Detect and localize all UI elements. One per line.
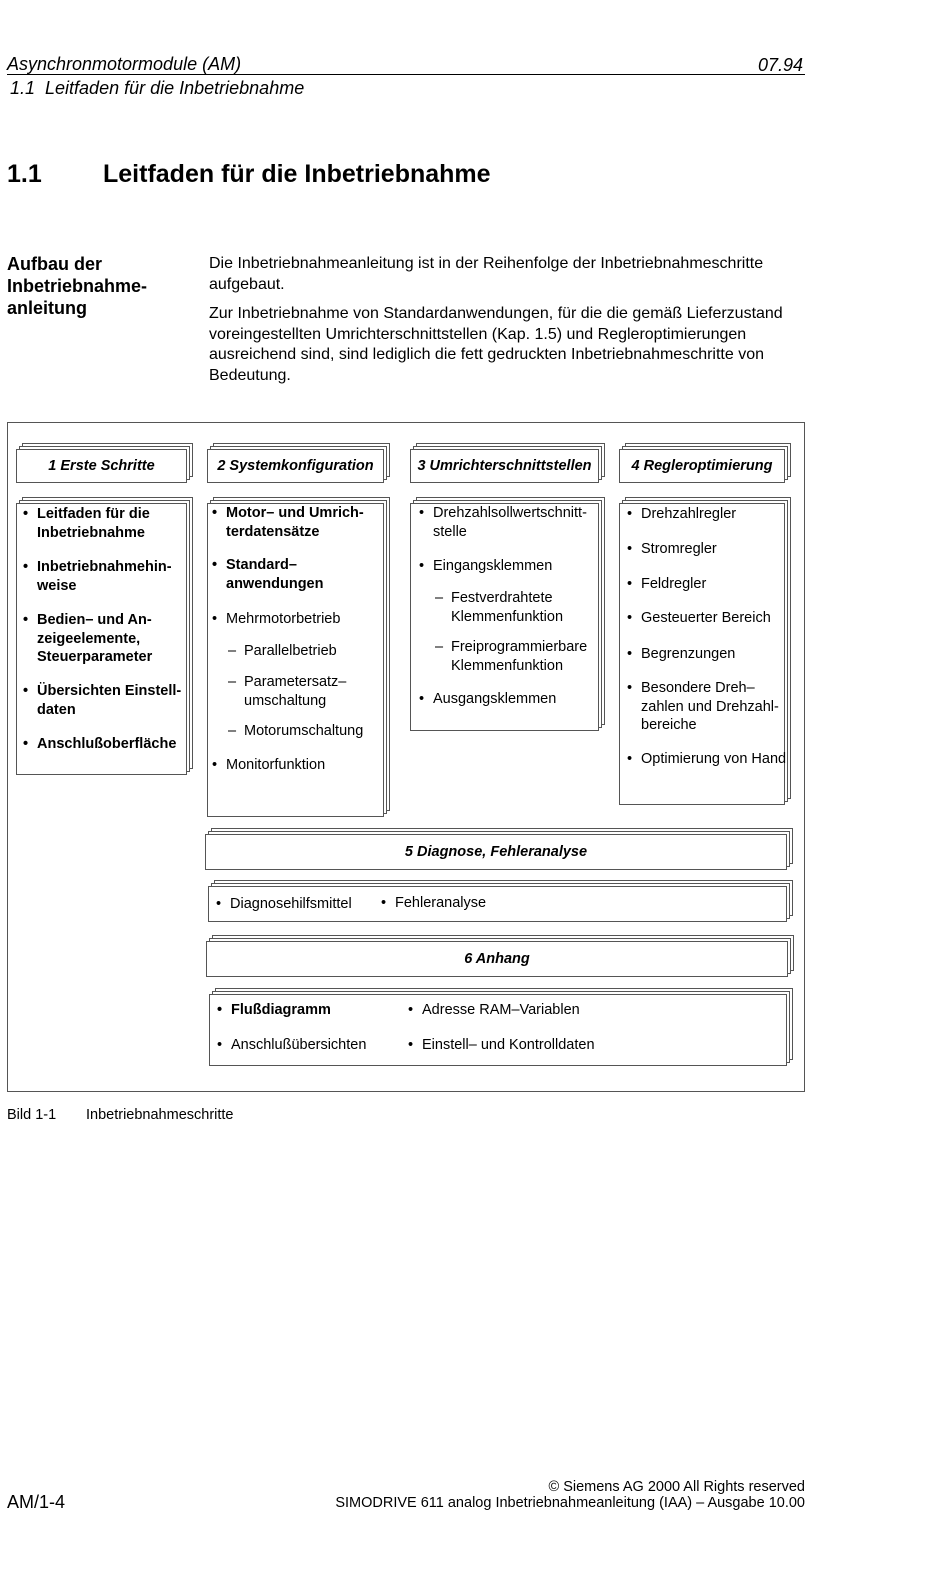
footer-document: SIMODRIVE 611 analog Inbetriebnahmeanleitung (IAA) – Ausgabe 10.00 — [335, 1495, 805, 1511]
sec5-title: 5 Diagnose, Fehleranalyse — [205, 834, 787, 870]
header-module: Asynchronmotormodule (AM) — [7, 54, 242, 74]
col4-item: • Optimierung von Hand — [627, 750, 786, 769]
col1-title: 1 Erste Schritte — [16, 449, 187, 483]
side-heading-line: Aufbau der — [7, 254, 103, 274]
col2-subitem: – Parallelbetrieb — [228, 642, 337, 661]
col2-item: • Monitorfunktion — [212, 756, 325, 775]
col2-title: 2 Systemkonfiguration — [207, 449, 384, 483]
figure-label: Bild 1-1 — [7, 1107, 57, 1123]
col3-item: • Ausgangsklemmen — [419, 690, 556, 709]
col2-subitem: – Parametersatz– umschaltung — [228, 673, 346, 710]
sec6-item: • Flußdiagramm — [217, 1001, 331, 1020]
col2-box — [207, 503, 384, 817]
figure-caption: Inbetriebnahmeschritte — [86, 1107, 234, 1123]
col4-item: • Feldregler — [627, 575, 706, 594]
sec6-title: 6 Anhang — [206, 941, 788, 977]
sec6-item: • Einstell– und Kontrolldaten — [408, 1036, 595, 1055]
sec5-item: • Diagnosehilfsmittel — [216, 895, 352, 914]
col4-item: • Drehzahlregler — [627, 505, 736, 524]
col4-item: • Stromregler — [627, 540, 717, 559]
section-number: 1.1 — [7, 160, 42, 188]
col3-title: 3 Umrichterschnittstellen — [410, 449, 599, 483]
header-rule — [7, 74, 805, 75]
side-heading-line: anleitung — [7, 298, 87, 318]
sec6-box — [209, 994, 787, 1066]
col3-subitem: – Festverdrahtete Klemmenfunktion — [435, 589, 563, 626]
intro-text — [209, 254, 804, 395]
col4-item: • Gesteuerter Bereich — [627, 609, 771, 628]
sec5-box — [208, 886, 787, 922]
side-heading — [7, 253, 147, 319]
footer-copyright: © Siemens AG 2000 All Rights reserved — [548, 1479, 805, 1495]
col1-item: • Übersichten Einstell- daten — [23, 682, 181, 719]
col4-box — [619, 503, 785, 805]
sec6-item: • Adresse RAM–Variablen — [408, 1001, 580, 1020]
section-title: Leitfaden für die Inbetriebnahme — [103, 160, 491, 188]
col4-title: 4 Regleroptimierung — [619, 449, 785, 483]
intro-paragraph-1: Die Inbetriebnahmeanleitung ist in der Reihenfolge der Inbetriebnahmeschritte aufgebaut. — [209, 255, 764, 293]
col2-item: • Motor– und Umrich- terdatensätze — [212, 504, 364, 541]
col3-subitem: – Freiprogrammierbare Klemmenfunktion — [435, 638, 587, 675]
intro-paragraph-2: Zur Inbetriebnahme von Standardanwendungen, für die die gemäß Lieferzustand voreingestellten Umrichterschnittstellen (Kap. 1.5) und Regleroptimierungen ausreichend sind, sind lediglich die fett gedruckten Inbetriebnahmeschritte von Bedeutung. — [209, 305, 783, 384]
col1-item: • Inbetriebnahmehin- weise — [23, 558, 172, 595]
col4-item: • Besondere Dreh– zahlen und Drehzahl- bereiche — [627, 679, 779, 735]
footer-page-number: AM/1-4 — [7, 1492, 66, 1512]
col3-item: • Drehzahlsollwertschnitt- stelle — [419, 504, 587, 541]
col3-box — [410, 503, 599, 731]
col2-subitem: – Motorumschaltung — [228, 722, 363, 741]
col4-item: • Begrenzungen — [627, 645, 735, 664]
col1-item: • Anschlußoberfläche — [23, 735, 176, 754]
header-section: 1.1 Leitfaden für die Inbetriebnahme — [10, 78, 305, 98]
col1-box — [16, 503, 187, 775]
sec5-item: • Fehleranalyse — [381, 894, 486, 913]
header-date: 07.94 — [758, 55, 804, 75]
side-heading-line: Inbetriebnahme- — [7, 276, 148, 296]
col2-item: • Standard– anwendungen — [212, 556, 323, 593]
col3-item: • Eingangsklemmen — [419, 557, 552, 576]
col1-item: • Leitfaden für die Inbetriebnahme — [23, 505, 150, 542]
col1-item: • Bedien– und An- zeigeelemente, Steuerparameter — [23, 611, 152, 667]
sec6-item: • Anschlußübersichten — [217, 1036, 366, 1055]
col2-item: • Mehrmotorbetrieb — [212, 610, 340, 629]
